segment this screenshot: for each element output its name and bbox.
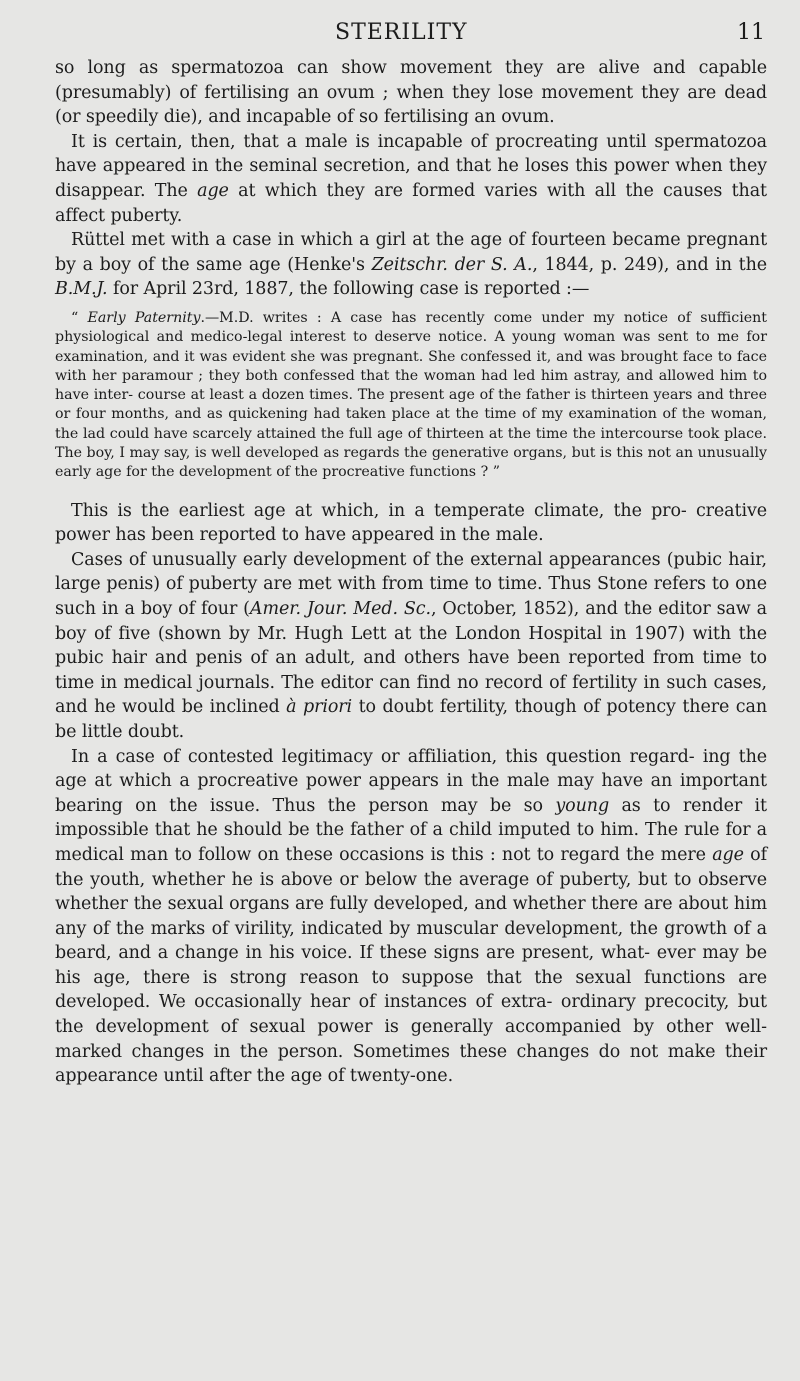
text-run: “ xyxy=(71,309,88,326)
text-run: , 1844, p. 249), and in the xyxy=(532,254,768,275)
text-run: , October, 1852), and the editor saw a boy of five (shown by Mr. Hugh Lett at the London Hospital in 1907) with the pubic hair and penis of an adult, and others have been reported from time to time in medical journals. The editor can find no record of fertility in such cases, and he would be inclined xyxy=(55,598,767,718)
page-number: 11 xyxy=(737,20,765,45)
text-run: so long as spermatozoa can show movement they are alive and capable (presumably) of fertilising an ovum ; when they lose movement they are dead (or speedily die), and incapable of so fertilising an ovum. xyxy=(55,58,767,128)
text-run: This is the earliest age at which, in a temperate climate, the pro- creative power has been reported to have appeared in the male. xyxy=(55,500,767,546)
italic-text: young xyxy=(555,795,610,816)
italic-text: Zeitschr. der S. A. xyxy=(371,254,533,275)
text-run: at which they are formed varies with all the causes that affect puberty. xyxy=(55,180,767,226)
text-run: for April 23rd, 1887, the following case is reported :— xyxy=(107,279,590,300)
running-head xyxy=(55,20,765,50)
text-run: Rüttel met with a case in which a girl at the age of fourteen became pregnant by a boy of the same age (Henke's xyxy=(55,230,767,275)
running-title: STERILITY xyxy=(335,20,468,45)
paragraph xyxy=(55,548,767,745)
text-run: as to render it impossible that he should be the father of a child imputed to him. The rule for a medical man to follow on these occasions is this : not to regard the mere xyxy=(55,795,767,865)
text-run: Cases of unusually early development of the external appearances (pubic hair, large penis) of puberty are met with from time to time. Thus Stone refers to one such in a boy of four ( xyxy=(55,549,767,619)
text-run: In a case of contested legitimacy or affiliation, this question regard- ing the age at which a procreative power appears in the male may have an important bearing on the issue. Thus the person may be so xyxy=(55,746,767,816)
italic-text: à priori xyxy=(286,697,353,718)
spacer xyxy=(55,491,767,499)
paragraph xyxy=(55,130,767,228)
paragraph xyxy=(55,56,767,130)
text-run: to doubt fertility, though of potency there can be little doubt. xyxy=(55,697,768,742)
italic-text: Amer. Jour. Med. Sc. xyxy=(249,598,431,619)
italic-text: age xyxy=(712,844,744,865)
text-run: .—M.D. writes : A case has recently come under my notice of sufficient physiological and medico-legal interest to deserve notice. A young woman was sent to me for examination, and it was evident she was pregnant. She confessed it, and was brought face to face with her paramour ; they both confessed that the woman had led him astray, and allowed him to have inter- course at least a dozen times. The present age of the father is thirteen years and three or four months, and as quickening had taken place at the time of my examination of the woman, the lad could have scarcely attained the full age of thirteen at the time the intercourse took place. The boy, I may say, is well developed as regards the generative organs, but is this not an unusually early age for the development of the procreative functions ? ” xyxy=(55,309,767,481)
paragraph xyxy=(55,745,767,1089)
block-quote xyxy=(55,309,767,483)
text-run: It is certain, then, that a male is incapable of procreating until spermatozoa have appeared in the seminal secretion, and that he loses this power when they disappear. The xyxy=(55,131,767,201)
text-run: of the youth, whether he is above or below the average of puberty, but to observe whether the sexual organs are fully developed, and whether there are about him any of the marks of virility, indicated by muscular development, the growth of a beard, and a change in his voice. If these signs are present, what- ever may be his age, there is strong reason to suppose that the sexual functions are developed. We occasionally hear of instances of extra- ordinary precocity, but the development of sexual power is generally accompanied by other well-marked changes in the person. Sometimes these changes do not make their appearance until after the age of twenty-one. xyxy=(55,844,767,1087)
italic-text: B.M.J. xyxy=(55,279,108,300)
body-text xyxy=(55,56,767,1089)
italic-text: Early Paternity xyxy=(87,309,201,326)
paragraph xyxy=(55,499,767,548)
italic-text: age xyxy=(197,180,229,201)
paragraph xyxy=(55,228,767,302)
